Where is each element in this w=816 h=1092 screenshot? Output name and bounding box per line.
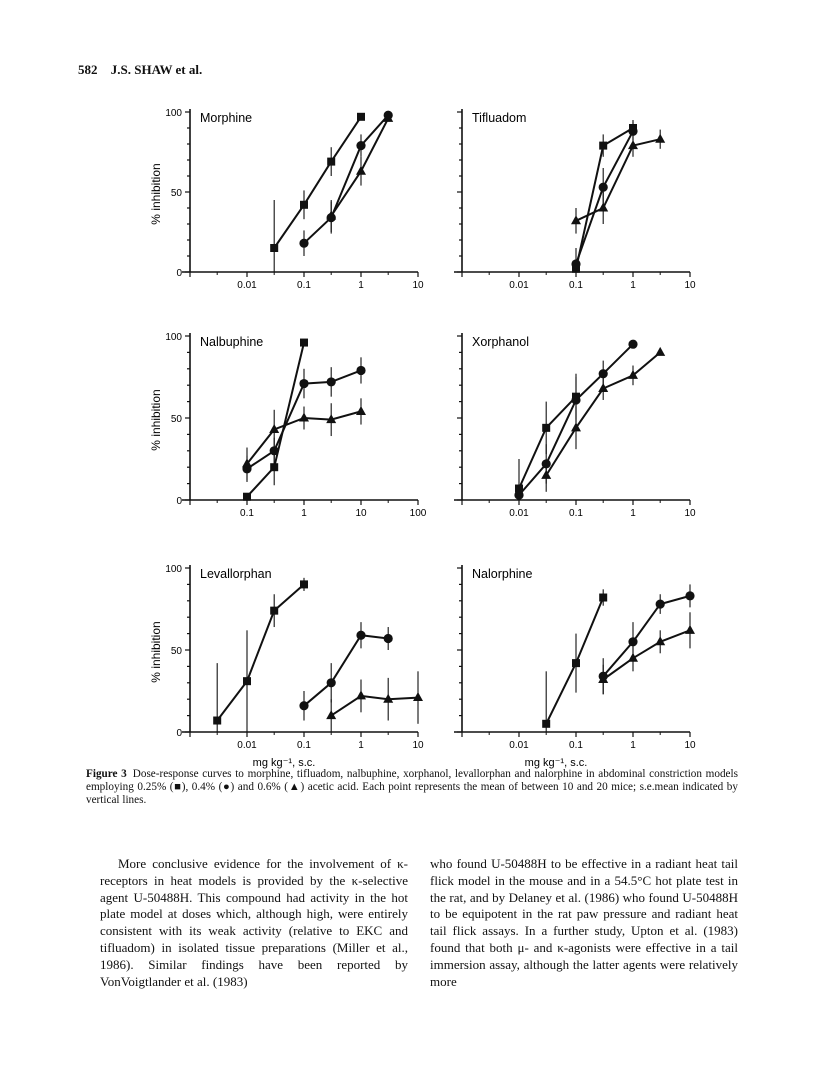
panel-levallorphan (149, 564, 424, 769)
data-point-circle (299, 239, 308, 248)
x-tick-label: 10 (684, 508, 696, 519)
running-head-title: J.S. SHAW et al. (110, 62, 203, 77)
data-point-circle (327, 678, 336, 687)
data-point-square (300, 339, 308, 347)
data-point-triangle (413, 692, 423, 701)
body-column-right: who found U-50488H to be effective in a radiant heat tail flick model in the mouse and in a 54.5°C hot plate test in the rat, and by Delaney et al. (1986) who found U-50488H to be equipotent in the rat paw pressure and radiant heat tail flick assays. In a further study, Upton et al. (1983) found that both μ- and κ-agonists were effective in a tail immersion assay, although the latter agents were relatively more (430, 856, 738, 989)
data-point-circle (356, 366, 365, 375)
x-tick-label: 1 (630, 280, 636, 291)
series-triangle (242, 398, 366, 480)
series-square (213, 578, 308, 732)
x-axis-label: mg kg⁻¹, s.c. (524, 757, 588, 769)
data-point-square (243, 677, 251, 685)
y-axis-label: % inhibition (149, 163, 163, 225)
data-point-triangle (356, 690, 366, 699)
data-point-triangle (356, 166, 366, 175)
y-axis-label: % inhibition (149, 621, 163, 683)
series-line (217, 584, 304, 720)
x-tick-label: 100 (409, 508, 427, 519)
y-tick-label: 0 (176, 496, 182, 507)
panel-title: Levallorphan (200, 567, 272, 581)
data-point-square (542, 424, 550, 432)
x-tick-label: 10 (412, 740, 424, 751)
x-tick-label: 1 (630, 508, 636, 519)
data-point-circle (571, 259, 580, 268)
y-axis-label: % inhibition (149, 389, 163, 451)
x-tick-label: 10 (412, 280, 424, 291)
series-line (274, 117, 361, 248)
data-point-square (542, 720, 550, 728)
data-point-square (357, 113, 365, 121)
y-tick-label: 0 (176, 728, 182, 739)
caption-label: Figure 3 (86, 768, 127, 780)
page-number: 582 (78, 62, 98, 77)
panel-xorphanol (454, 333, 696, 519)
y-tick-label: 50 (170, 188, 182, 199)
x-tick-label: 0.01 (509, 508, 529, 519)
y-tick-label: 50 (170, 414, 182, 425)
x-axis-label: mg kg⁻¹, s.c. (252, 757, 316, 769)
data-point-circle (356, 141, 365, 150)
panel-nalorphine (454, 565, 696, 769)
data-point-triangle (356, 406, 366, 415)
data-point-square (270, 244, 278, 252)
x-tick-label: 0.01 (509, 280, 529, 291)
series-circle (299, 111, 392, 256)
caption-text: Dose-response curves to morphine, tifluadom, nalbuphine, xorphanol, levallorphan and nalorphine in abdominal constriction models employing 0.25% (■), 0.4% (●) and 0.6% (▲) acetic acid. Each point represents the mean of between 10 and 20 mice; s.e.mean indicated by vertical lines. (86, 768, 738, 807)
panel-morphine (149, 108, 424, 291)
series-triangle (326, 113, 393, 232)
y-tick-label: 100 (165, 564, 182, 575)
data-point-square (270, 607, 278, 615)
x-tick-label: 0.1 (569, 508, 583, 519)
x-tick-label: 10 (355, 508, 367, 519)
data-point-circle (628, 340, 637, 349)
data-point-square (599, 594, 607, 602)
data-point-square (213, 717, 221, 725)
data-point-triangle (655, 134, 665, 143)
series-square (542, 589, 607, 732)
x-tick-label: 1 (358, 740, 364, 751)
data-point-circle (299, 379, 308, 388)
series-line (247, 343, 304, 497)
x-tick-label: 10 (684, 740, 696, 751)
data-point-square (327, 158, 335, 166)
data-point-square (300, 580, 308, 588)
data-point-square (243, 493, 251, 501)
series-circle (599, 584, 695, 694)
figure-caption (86, 768, 738, 808)
series-line (331, 118, 388, 216)
series-line (603, 630, 690, 679)
series-square (270, 113, 365, 272)
data-point-circle (599, 183, 608, 192)
x-tick-label: 0.01 (509, 740, 529, 751)
series-line (576, 131, 633, 264)
data-point-circle (299, 701, 308, 710)
x-tick-label: 10 (684, 280, 696, 291)
data-point-circle (656, 599, 665, 608)
series-line (304, 115, 388, 243)
data-point-circle (628, 637, 637, 646)
y-tick-label: 50 (170, 646, 182, 657)
panel-nalbuphine (149, 332, 427, 519)
body-column-left: More conclusive evidence for the involvement of κ-receptors in heat models is provided by the κ-selective agent U-50488H. This compound had activity in the hot plate model at doses which, although high, were entirely consistent with its weak activity (relative to EKC and tifluadom) in isolated tissue preparations (Miller et al., 1986). Similar findings have been reported by VonVoigtlander et al. (1983) (100, 856, 408, 989)
data-point-circle (384, 634, 393, 643)
x-tick-label: 1 (358, 280, 364, 291)
data-point-square (572, 659, 580, 667)
data-point-square (300, 201, 308, 209)
data-point-triangle (598, 203, 608, 212)
data-point-circle (356, 631, 365, 640)
x-tick-label: 1 (630, 740, 636, 751)
data-point-circle (685, 591, 694, 600)
x-tick-label: 1 (301, 508, 307, 519)
x-tick-label: 0.1 (569, 280, 583, 291)
panel-title: Nalbuphine (200, 335, 264, 349)
series-line (331, 696, 418, 716)
data-point-circle (571, 395, 580, 404)
data-point-triangle (326, 710, 336, 719)
data-point-circle (514, 490, 523, 499)
x-tick-label: 0.01 (237, 280, 257, 291)
data-point-circle (599, 369, 608, 378)
data-point-square (270, 463, 278, 471)
y-tick-label: 100 (165, 332, 182, 343)
panel-title: Xorphanol (472, 335, 529, 349)
y-tick-label: 0 (176, 268, 182, 279)
series-triangle (571, 130, 665, 234)
data-point-triangle (685, 625, 695, 634)
x-tick-label: 0.01 (237, 740, 257, 751)
data-point-triangle (299, 413, 309, 422)
y-tick-label: 100 (165, 108, 182, 119)
panel-title: Morphine (200, 111, 253, 125)
x-tick-label: 0.1 (297, 280, 311, 291)
series-triangle (326, 671, 423, 732)
panel-title: Nalorphine (472, 567, 533, 581)
x-tick-label: 0.1 (569, 740, 583, 751)
panel-tifluadom (454, 109, 696, 291)
x-tick-label: 0.1 (297, 740, 311, 751)
series-line (304, 635, 388, 706)
data-point-triangle (655, 347, 665, 356)
x-tick-label: 0.1 (240, 508, 254, 519)
panel-title: Tifluadom (472, 111, 527, 125)
data-point-circle (327, 377, 336, 386)
data-point-square (599, 142, 607, 150)
